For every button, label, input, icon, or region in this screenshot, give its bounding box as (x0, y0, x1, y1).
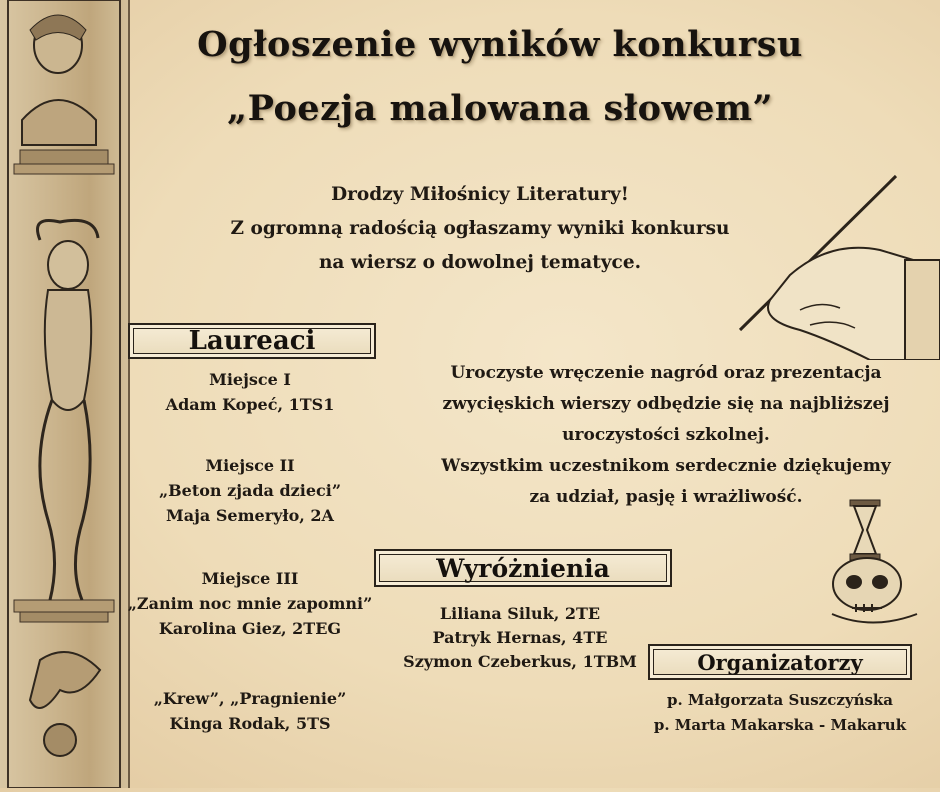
intro-line: Z ogromną radością ogłaszamy wyniki konkursu (230, 218, 730, 239)
intro-line: Drodzy Miłośnicy Literatury! (331, 184, 629, 205)
wyroznienie-name: Liliana Siluk, 2TE (439, 604, 601, 623)
announcement-line: za udział, pasję i wrażliwość. (529, 487, 803, 507)
announcement-line: zwycięskich wierszy odbędzie się na najbliższej (442, 394, 890, 414)
wyroznienie-name: Szymon Czeberkus, 1TBM (403, 652, 637, 671)
page-title-line2: „Poezja malowana słowem” (226, 88, 774, 129)
place-line: Adam Kopeć, 1TS1 (165, 395, 335, 414)
announcement-line: uroczystości szkolnej. (562, 425, 770, 445)
place-line: Karolina Giez, 2TEG (158, 619, 342, 638)
announcement-line: Wszystkim uczestnikom serdecznie dziękujemy (441, 456, 891, 476)
place-label: Miejsce II (205, 456, 295, 475)
place-label: Miejsce III (201, 569, 299, 588)
wyroznienia-list (370, 602, 670, 674)
place-line: „Krew”, „Pragnienie” (153, 689, 347, 708)
announcement-text (386, 358, 940, 513)
page-title-line1: Ogłoszenie wyników konkursu (197, 24, 803, 65)
laureat-place-3 (110, 566, 390, 641)
organizator-name: p. Marta Makarska - Makaruk (653, 716, 907, 734)
intro-text (150, 178, 810, 280)
organizatorzy-heading: Organizatorzy (697, 649, 863, 675)
wyroznienia-heading: Wyróżnienia (436, 553, 610, 583)
organizatorzy-list (640, 688, 920, 738)
laureat-place-2 (120, 453, 380, 528)
laureat-place-1 (120, 367, 380, 417)
organizator-name: p. Małgorzata Suszczyńska (666, 691, 894, 709)
announcement-line: Uroczyste wręczenie nagród oraz prezentacja (450, 363, 882, 383)
pillar-ornament-icon (0, 0, 128, 788)
intro-line: na wiersz o dowolnej tematyce. (318, 252, 642, 273)
laureat-extra (120, 686, 380, 736)
skull-hourglass-icon (822, 496, 922, 631)
laureaci-banner (128, 323, 376, 359)
decorative-pillar (0, 0, 130, 788)
wyroznienie-name: Patryk Hernas, 4TE (432, 628, 608, 647)
laureaci-heading: Laureaci (188, 326, 316, 356)
hand-quill-icon (720, 170, 940, 360)
place-line: „Zanim noc mnie zapomni” (127, 594, 373, 613)
place-line: Maja Semeryło, 2A (166, 506, 334, 525)
organizatorzy-banner (648, 644, 912, 680)
wyroznienia-banner (374, 549, 672, 587)
place-line: Kinga Rodak, 5TS (169, 714, 331, 733)
place-label: Miejsce I (209, 370, 291, 389)
place-line: „Beton zjada dzieci” (158, 481, 342, 500)
